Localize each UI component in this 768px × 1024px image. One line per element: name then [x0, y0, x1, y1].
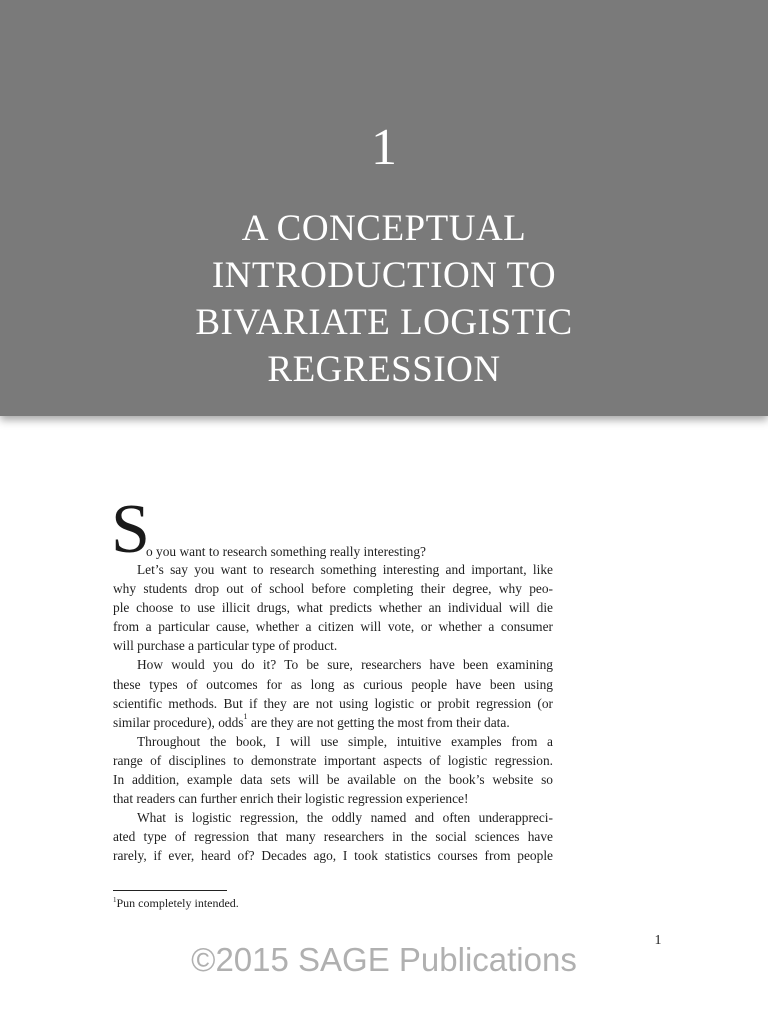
text-fragment: similar procedure), odds: [113, 714, 244, 730]
text-line: Throughout the book, I will use simple, intuitive examples from a: [137, 733, 553, 749]
body-text: [111, 491, 553, 866]
footnote-text: Pun completely intended.: [116, 896, 239, 910]
footnote-marker: 1: [113, 896, 117, 904]
paragraph: [113, 560, 553, 655]
text-line: What is logistic regression, the oddly named and often underappreci-: [137, 810, 553, 826]
text-line: rarely, if ever, heard of? Decades ago, I took statistics courses from people: [113, 848, 553, 864]
copyright-watermark: ©2015 SAGE Publications: [191, 941, 577, 978]
paragraph: [113, 655, 553, 731]
chapter-title: [120, 205, 648, 393]
text-line: How would you do it? To be sure, researchers have been examining: [137, 657, 553, 673]
text-line: these types of outcomes for as long as curious people have been using: [113, 676, 553, 692]
text-line: Let’s say you want to research something interesting and important, like: [137, 562, 553, 577]
text-line: In addition, example data sets will be available on the book’s website so: [113, 772, 553, 788]
chapter-header-band: [0, 0, 768, 416]
text-line: that readers can further enrich their logistic regression experience!: [113, 791, 469, 807]
text-line: range of disciplines to demonstrate important aspects of logistic regression.: [113, 752, 553, 768]
text-fragment: are they are not getting the most from their data.: [247, 714, 510, 730]
paragraph: [113, 732, 553, 808]
chapter-title-line: INTRODUCTION TO: [211, 255, 557, 296]
page-number: 1: [654, 933, 662, 948]
text-line: will purchase a particular type of product.: [113, 638, 338, 654]
chapter-number: 1: [371, 119, 397, 176]
opening-line: o you want to research something really interesting?: [146, 544, 427, 559]
paragraph: [113, 808, 553, 865]
text-line: ple choose to use illicit drugs, what predicts whether an individual will die: [113, 600, 553, 616]
footnote-rule: [113, 890, 227, 891]
text-line: [113, 713, 553, 732]
chapter-title-line: REGRESSION: [267, 349, 501, 390]
opening-paragraph: [111, 491, 553, 568]
text-line: scientific methods. But if they are not using logistic or probit regression (or: [113, 695, 553, 711]
footnote: [113, 896, 239, 911]
text-line: why students drop out of school before completing their degree, why peo-: [113, 581, 553, 597]
drop-cap: S: [111, 491, 150, 568]
text-line: from a particular cause, whether a citizen will vote, or whether a consumer: [113, 619, 553, 635]
chapter-title-line: BIVARIATE LOGISTIC: [195, 302, 573, 343]
footnote-reference[interactable]: 1: [243, 712, 248, 721]
chapter-title-line: A CONCEPTUAL: [241, 208, 527, 249]
text-line: ated type of regression that many researchers in the social sciences have: [113, 829, 553, 845]
